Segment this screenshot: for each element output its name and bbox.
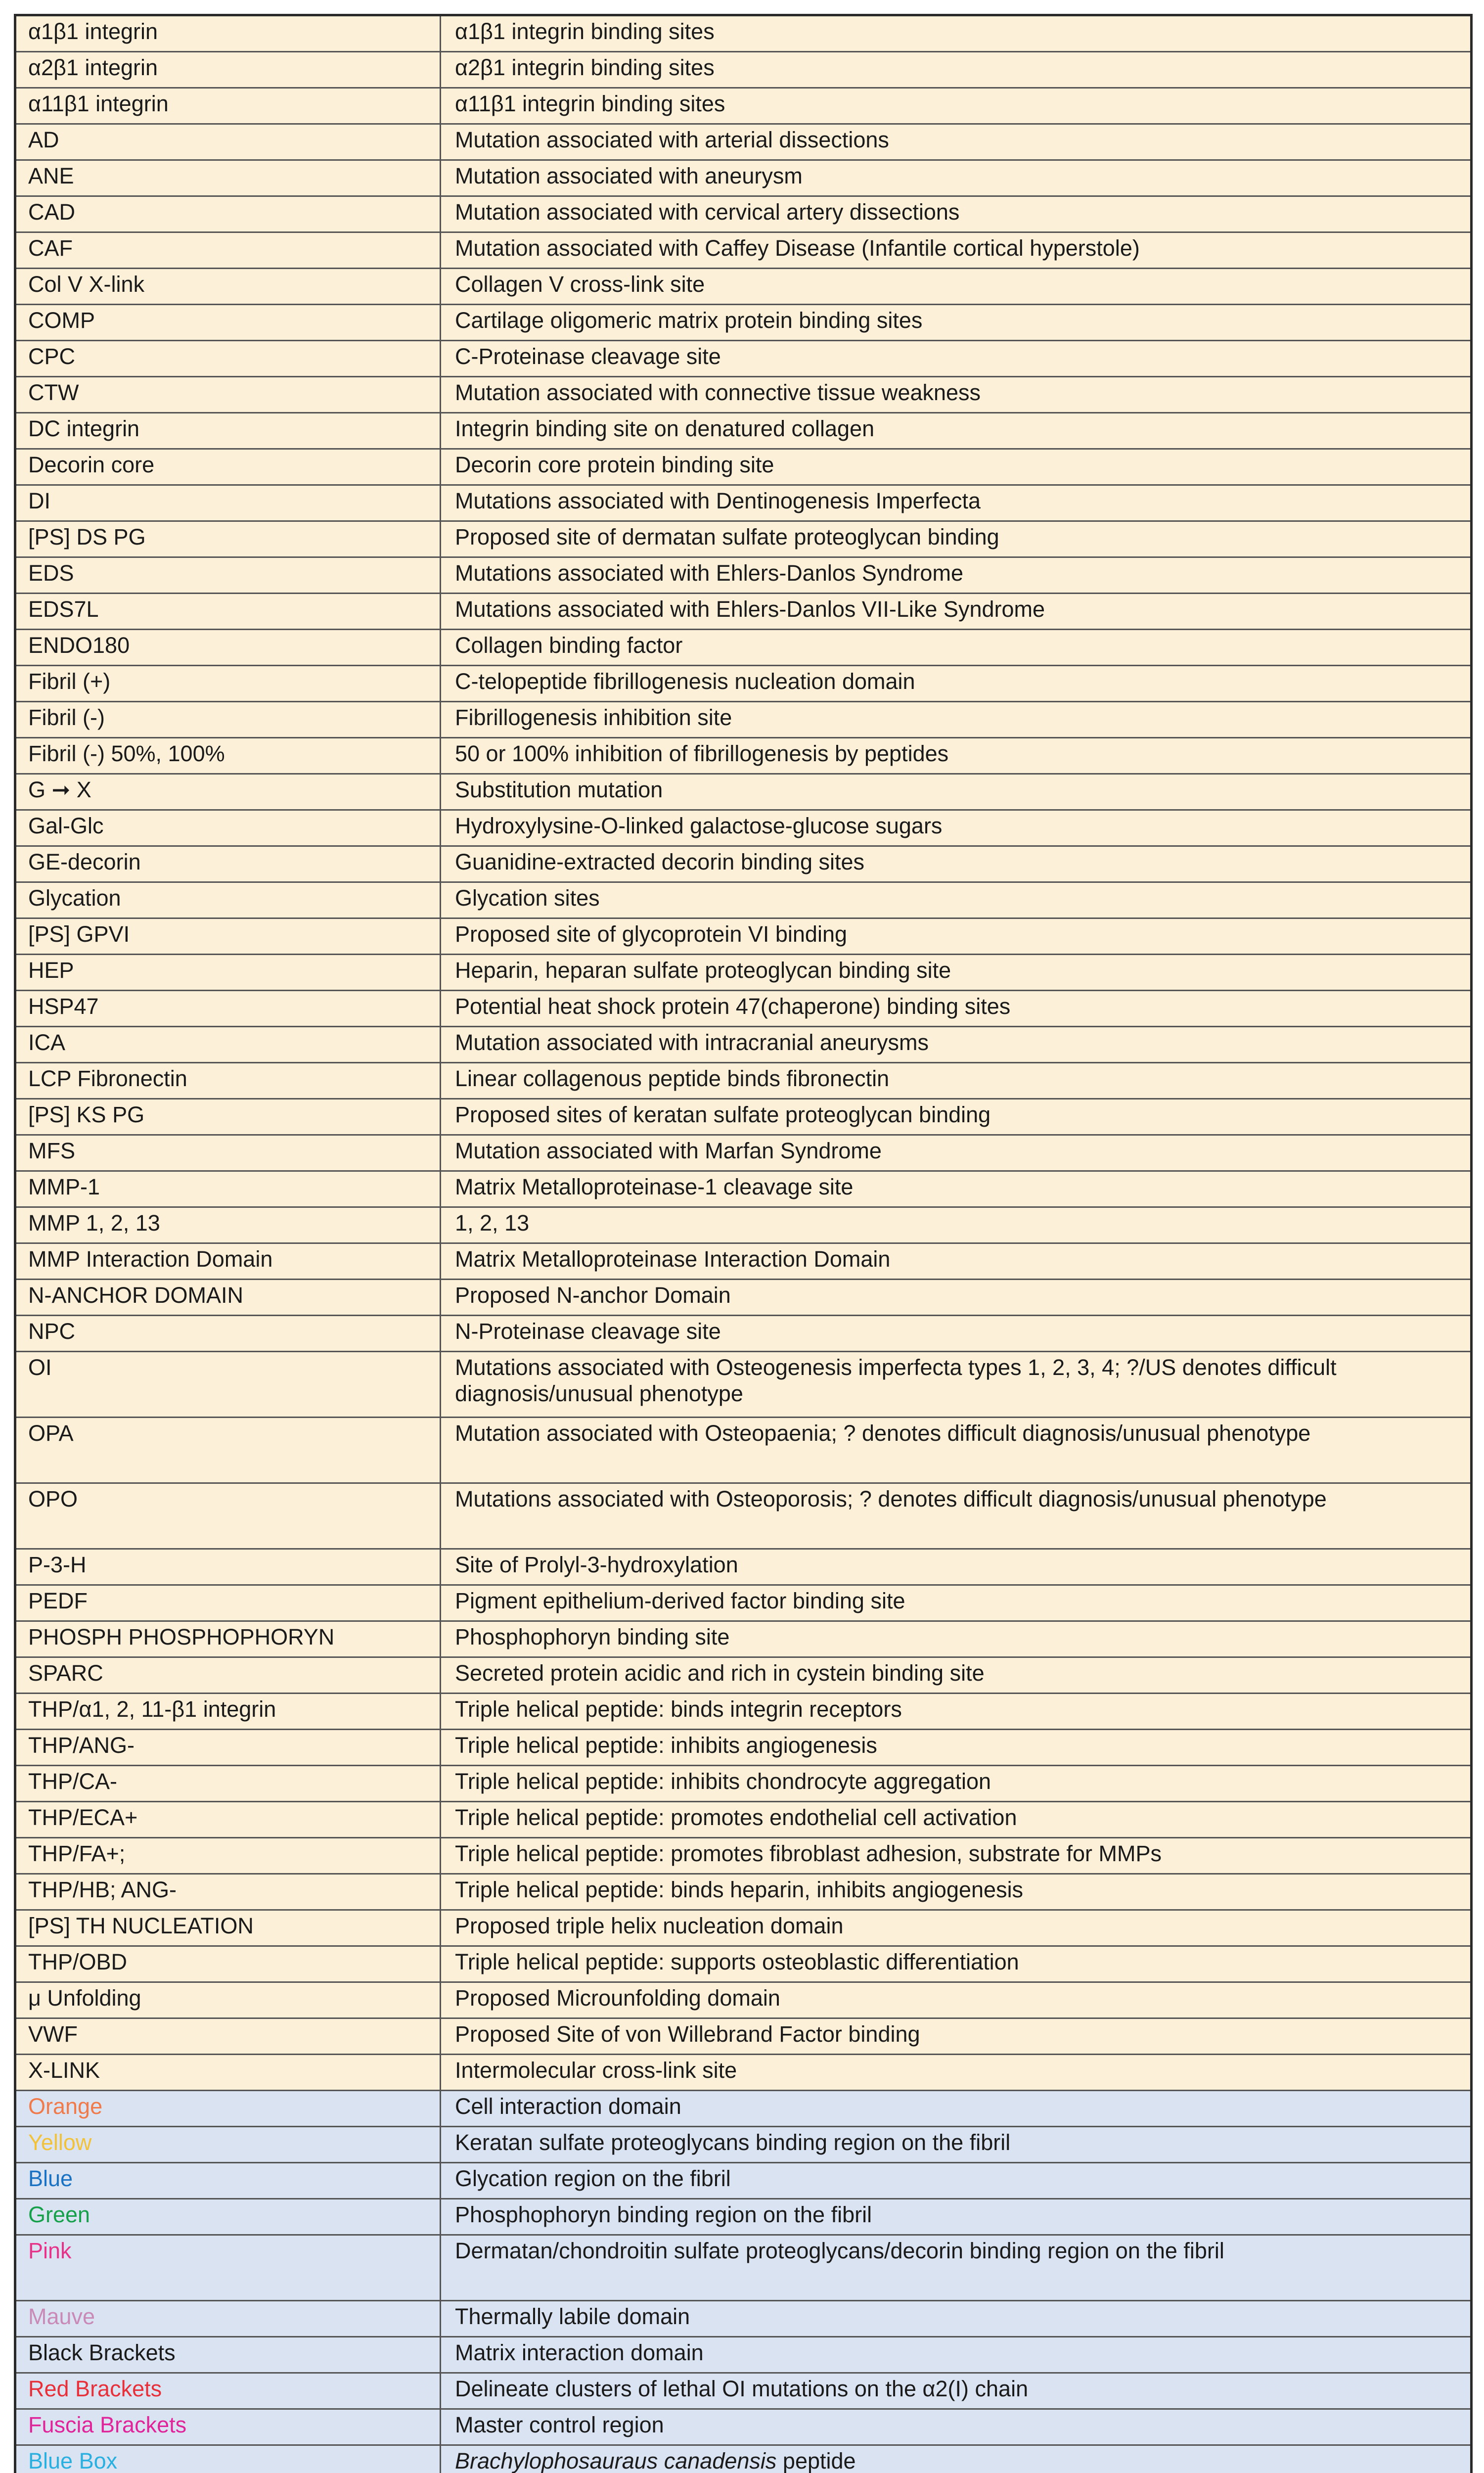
term-cell: THP/OBD [15,1946,441,1982]
site-row [15,1243,1472,1280]
site-row [15,774,1472,810]
definition-cell: Mutation associated with aneurysm [441,160,1472,196]
site-row [15,1280,1472,1316]
definition-cell: 1, 2, 13 [441,1207,1472,1243]
term-cell: Mauve [15,2301,441,2337]
term-cell: MMP Interaction Domain [15,1243,441,1280]
definition-cell: Glycation region on the fibril [441,2163,1472,2199]
term-cell: α2β1 integrin [15,52,441,88]
term-cell: α11β1 integrin [15,88,441,124]
term-cell: μ Unfolding [15,1982,441,2018]
site-row [15,1874,1472,1910]
definition-cell: α2β1 integrin binding sites [441,52,1472,88]
definition-cell: Proposed site of dermatan sulfate proteoglycan binding [441,521,1472,557]
definition-cell: Brachylophosauraus canadensis peptide [441,2445,1472,2473]
term-cell: DC integrin [15,413,441,449]
color-key-row [15,2199,1472,2235]
term-cell: NPC [15,1316,441,1352]
site-row [15,52,1472,88]
definition-cell: Proposed Microunfolding domain [441,1982,1472,2018]
term-cell: OPO [15,1483,441,1549]
term-cell: CAD [15,196,441,232]
definition-cell: Collagen binding factor [441,630,1472,666]
definition-cell: 50 or 100% inhibition of fibrillogenesis by peptides [441,738,1472,774]
definition-cell: Integrin binding site on denatured collagen [441,413,1472,449]
definition-cell: Secreted protein acidic and rich in cystein binding site [441,1657,1472,1694]
definition-cell: Mutation associated with cervical artery dissections [441,196,1472,232]
term-cell: CTW [15,377,441,413]
term-cell: THP/FA+; [15,1838,441,1874]
definition-cell: Mutation associated with Osteopaenia; ? denotes difficult diagnosis/unusual phenotype [441,1418,1472,1483]
definition-cell: Hydroxylysine-O-linked galactose-glucose sugars [441,810,1472,846]
site-row [15,1418,1472,1483]
term-cell: MMP-1 [15,1171,441,1207]
term-cell: [PS] TH NUCLEATION [15,1910,441,1946]
term-cell: DI [15,485,441,521]
definition-cell: Mutations associated with Ehlers-Danlos Syndrome [441,557,1472,594]
site-row [15,1585,1472,1621]
color-key-row [15,2091,1472,2127]
definition-cell: Phosphophoryn binding region on the fibril [441,2199,1472,2235]
term-cell: PHOSPH PHOSPHOPHORYN [15,1621,441,1657]
term-cell: OPA [15,1418,441,1483]
site-row [15,341,1472,377]
term-cell: Red Brackets [15,2373,441,2409]
site-row [15,196,1472,232]
definition-cell: Collagen V cross-link site [441,269,1472,305]
definition-cell: Phosphophoryn binding site [441,1621,1472,1657]
color-key-row [15,2373,1472,2409]
definition-cell: Proposed N-anchor Domain [441,1280,1472,1316]
definition-cell: Proposed site of glycoprotein VI binding [441,918,1472,955]
definition-cell: Triple helical peptide: inhibits angiogenesis [441,1730,1472,1766]
term-cell: α1β1 integrin [15,15,441,52]
term-cell: EDS [15,557,441,594]
definition-cell: Mutations associated with Osteoporosis; ? denotes difficult diagnosis/unusual phenotype [441,1483,1472,1549]
definition-cell: Fibrillogenesis inhibition site [441,702,1472,738]
definition-cell: Dermatan/chondroitin sulfate proteoglycans/decorin binding region on the fibril [441,2235,1472,2301]
definition-cell: Triple helical peptide: inhibits chondrocyte aggregation [441,1766,1472,1802]
site-row [15,1352,1472,1418]
definition-cell: Pigment epithelium-derived factor binding site [441,1585,1472,1621]
definition-cell: Guanidine-extracted decorin binding sites [441,846,1472,882]
site-row [15,738,1472,774]
definition-cell: α1β1 integrin binding sites [441,15,1472,52]
site-row [15,377,1472,413]
term-cell: N-ANCHOR DOMAIN [15,1280,441,1316]
definition-cell: Cell interaction domain [441,2091,1472,2127]
site-row [15,232,1472,269]
site-row [15,630,1472,666]
term-cell: P-3-H [15,1549,441,1585]
definition-cell: Mutations associated with Ehlers-Danlos VII-Like Syndrome [441,594,1472,630]
term-cell: [PS] DS PG [15,521,441,557]
term-cell: CAF [15,232,441,269]
definition-cell: Mutation associated with Marfan Syndrome [441,1135,1472,1171]
term-cell: Orange [15,2091,441,2127]
term-cell: Glycation [15,882,441,918]
color-key-row [15,2337,1472,2373]
term-cell: THP/α1, 2, 11-β1 integrin [15,1694,441,1730]
site-row [15,557,1472,594]
definition-cell: Matrix interaction domain [441,2337,1472,2373]
definition-cell: C-telopeptide fibrillogenesis nucleation domain [441,666,1472,702]
definition-cell: Mutation associated with arterial dissections [441,124,1472,160]
definition-cell: Heparin, heparan sulfate proteoglycan binding site [441,955,1472,991]
site-row [15,666,1472,702]
site-row [15,918,1472,955]
definition-cell: Mutations associated with Osteogenesis imperfecta types 1, 2, 3, 4; ?/US denotes difficult diagnosis/unusual phenotype [441,1352,1472,1418]
color-key-row [15,2235,1472,2301]
site-row [15,449,1472,485]
site-row [15,88,1472,124]
term-cell: MFS [15,1135,441,1171]
term-cell: HSP47 [15,991,441,1027]
site-row [15,1171,1472,1207]
site-row [15,882,1472,918]
definition-cell: Matrix Metalloproteinase Interaction Domain [441,1243,1472,1280]
term-cell: THP/ECA+ [15,1802,441,1838]
site-row [15,269,1472,305]
definition-cell: N-Proteinase cleavage site [441,1316,1472,1352]
definition-cell: Substitution mutation [441,774,1472,810]
site-row [15,1766,1472,1802]
term-cell: THP/CA- [15,1766,441,1802]
term-cell: Blue [15,2163,441,2199]
term-cell: [PS] KS PG [15,1099,441,1135]
definition-cell: Triple helical peptide: promotes endothelial cell activation [441,1802,1472,1838]
term-cell: GE-decorin [15,846,441,882]
term-cell: ENDO180 [15,630,441,666]
color-key-row [15,2127,1472,2163]
site-row [15,1694,1472,1730]
color-key-row [15,2409,1472,2445]
site-row [15,955,1472,991]
term-cell: Pink [15,2235,441,2301]
site-row [15,2055,1472,2091]
term-cell: X-LINK [15,2055,441,2091]
site-row [15,160,1472,196]
site-row [15,1621,1472,1657]
term-cell: OI [15,1352,441,1418]
legend-table [14,14,1473,2473]
definition-cell: Proposed triple helix nucleation domain [441,1910,1472,1946]
definition-cell: C-Proteinase cleavage site [441,341,1472,377]
term-cell: Green [15,2199,441,2235]
site-row [15,1135,1472,1171]
site-row [15,1982,1472,2018]
definition-cell: Mutation associated with connective tissue weakness [441,377,1472,413]
term-cell: LCP Fibronectin [15,1063,441,1099]
definition-cell: Triple helical peptide: supports osteoblastic differentiation [441,1946,1472,1982]
site-row [15,413,1472,449]
term-cell: G ➞ X [15,774,441,810]
term-cell: EDS7L [15,594,441,630]
site-row [15,124,1472,160]
term-cell: ICA [15,1027,441,1063]
term-cell: THP/HB; ANG- [15,1874,441,1910]
definition-cell: Cartilage oligomeric matrix protein binding sites [441,305,1472,341]
site-row [15,305,1472,341]
site-row [15,1910,1472,1946]
term-cell: Gal-Glc [15,810,441,846]
site-row [15,1099,1472,1135]
site-row [15,2018,1472,2055]
site-row [15,594,1472,630]
site-row [15,810,1472,846]
term-cell: Blue Box [15,2445,441,2473]
legend-body [15,15,1472,2473]
definition-cell: Triple helical peptide: binds heparin, inhibits angiogenesis [441,1874,1472,1910]
term-cell: THP/ANG- [15,1730,441,1766]
color-key-row [15,2445,1472,2473]
site-row [15,1063,1472,1099]
site-row [15,1483,1472,1549]
definition-cell: Intermolecular cross-link site [441,2055,1472,2091]
term-cell: Yellow [15,2127,441,2163]
color-key-row [15,2301,1472,2337]
definition-cell: Site of Prolyl-3-hydroxylation [441,1549,1472,1585]
definition-cell: Mutation associated with intracranial aneurysms [441,1027,1472,1063]
definition-cell: Glycation sites [441,882,1472,918]
term-cell: Fibril (-) 50%, 100% [15,738,441,774]
definition-cell: Potential heat shock protein 47(chaperone) binding sites [441,991,1472,1027]
site-row [15,1027,1472,1063]
term-cell: PEDF [15,1585,441,1621]
site-row [15,1207,1472,1243]
definition-cell: Proposed Site of von Willebrand Factor binding [441,2018,1472,2055]
definition-cell: Master control region [441,2409,1472,2445]
definition-cell: Delineate clusters of lethal OI mutations on the α2(I) chain [441,2373,1472,2409]
color-key-row [15,2163,1472,2199]
definition-cell: Mutation associated with Caffey Disease (Infantile cortical hyperstole) [441,232,1472,269]
term-cell: HEP [15,955,441,991]
term-cell: Fuscia Brackets [15,2409,441,2445]
site-row [15,1838,1472,1874]
site-row [15,1316,1472,1352]
definition-cell: Thermally labile domain [441,2301,1472,2337]
term-cell: Col V X-link [15,269,441,305]
site-row [15,846,1472,882]
term-cell: AD [15,124,441,160]
term-cell: SPARC [15,1657,441,1694]
site-row [15,15,1472,52]
term-cell: COMP [15,305,441,341]
term-cell: [PS] GPVI [15,918,441,955]
site-row [15,1730,1472,1766]
term-cell: Black Brackets [15,2337,441,2373]
term-cell: Fibril (-) [15,702,441,738]
site-row [15,702,1472,738]
species-name: Brachylophosauraus canadensis [455,2448,777,2473]
site-row [15,1802,1472,1838]
term-cell: Fibril (+) [15,666,441,702]
site-row [15,991,1472,1027]
term-cell: CPC [15,341,441,377]
definition-cell: Keratan sulfate proteoglycans binding region on the fibril [441,2127,1472,2163]
site-row [15,521,1472,557]
definition-cell: Mutations associated with Dentinogenesis Imperfecta [441,485,1472,521]
term-cell: Decorin core [15,449,441,485]
definition-cell: Proposed sites of keratan sulfate proteoglycan binding [441,1099,1472,1135]
definition-cell: Linear collagenous peptide binds fibronectin [441,1063,1472,1099]
definition-cell: Triple helical peptide: promotes fibroblast adhesion, substrate for MMPs [441,1838,1472,1874]
term-cell: ANE [15,160,441,196]
site-row [15,1946,1472,1982]
site-row [15,485,1472,521]
term-cell: VWF [15,2018,441,2055]
definition-cell: Matrix Metalloproteinase-1 cleavage site [441,1171,1472,1207]
definition-cell: α11β1 integrin binding sites [441,88,1472,124]
site-row [15,1549,1472,1585]
definition-cell: Decorin core protein binding site [441,449,1472,485]
site-row [15,1657,1472,1694]
definition-cell: Triple helical peptide: binds integrin receptors [441,1694,1472,1730]
term-cell: MMP 1, 2, 13 [15,1207,441,1243]
